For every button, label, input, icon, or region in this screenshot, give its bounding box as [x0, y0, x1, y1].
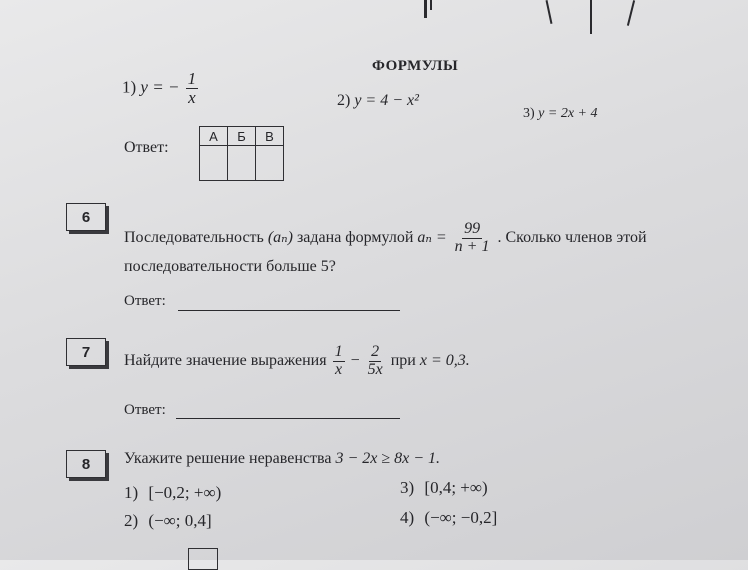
- table-header-a: А: [200, 127, 228, 146]
- top-edge-mark: [546, 0, 553, 24]
- task-7-minus: −: [350, 351, 360, 369]
- task-8-option-4-num: 4): [400, 508, 415, 527]
- top-edge-mark: [590, 0, 592, 34]
- top-edge-mark: [430, 0, 432, 10]
- next-answer-box-partial: [188, 548, 218, 570]
- task-8-option-3[interactable]: [400, 478, 488, 498]
- answer-cell-a[interactable]: [200, 146, 228, 181]
- task-7-f1-denominator: x: [335, 360, 343, 378]
- task-7-f1-numerator: 1: [334, 343, 343, 360]
- task-6-answer-line[interactable]: [178, 310, 400, 311]
- formula-1-numerator: 1: [187, 69, 197, 88]
- task-7-number: 7: [81, 343, 91, 361]
- task-8-option-3-value: [0,4; +∞): [424, 478, 488, 497]
- task-7-text2: при: [390, 351, 416, 369]
- top-edge-mark: [627, 0, 635, 26]
- task-8-option-4-value: (−∞; −0,2]: [424, 508, 498, 527]
- task-7-f2-denominator: 5x: [367, 360, 383, 378]
- task-8-option-1-value: [−0,2; +∞): [148, 483, 222, 502]
- answer-table: [199, 126, 284, 181]
- formula-1-denominator: x: [188, 87, 196, 107]
- task-8-inequality: 3 − 2x ≥ 8x − 1.: [335, 450, 441, 467]
- formula-2: [337, 92, 419, 110]
- formula-1: [122, 70, 200, 107]
- task-8-option-1[interactable]: [124, 483, 221, 503]
- task-8-option-2[interactable]: [124, 511, 212, 531]
- task-7-answer-line[interactable]: [176, 418, 400, 419]
- task-8-option-2-value: (−∞; 0,4]: [148, 511, 212, 530]
- task-6-number-box: [66, 203, 106, 231]
- task-6-answer-label: Ответ:: [124, 293, 166, 309]
- task-8-number: 8: [81, 455, 91, 473]
- formula-3-expr: y = 2x + 4: [538, 106, 598, 121]
- task-6-number: 6: [81, 208, 91, 226]
- formula-2-expr: y = 4 − x²: [354, 92, 419, 109]
- formula-3: [523, 106, 598, 122]
- task-6-text-part2: задана формулой: [296, 228, 414, 246]
- formula-1-number: 1): [122, 77, 137, 97]
- task-8-number-box: [66, 450, 106, 478]
- task-8-option-1-num: 1): [124, 483, 139, 502]
- task-7-condition: x = 0,3.: [419, 351, 470, 369]
- task-6-numerator: 99: [464, 220, 481, 237]
- task-7-f2-numerator: 2: [371, 343, 380, 360]
- task-7-fraction-1: [333, 344, 345, 379]
- formula-1-lhs: y = −: [140, 77, 180, 97]
- table-header-b: Б: [228, 127, 256, 146]
- task-6-line2: последовательности больше 5?: [124, 258, 336, 275]
- task-8-text-label: Укажите решение неравенства: [124, 450, 332, 467]
- task-6-fraction: [453, 221, 492, 256]
- answer-cell-b[interactable]: [228, 146, 256, 181]
- task-6-seq: (aₙ): [267, 228, 293, 246]
- top-edge-mark: [424, 0, 427, 18]
- formula-2-number: 2): [337, 92, 351, 109]
- task-6-formula-lhs: aₙ =: [417, 228, 447, 246]
- formulas-heading: ФОРМУЛЫ: [372, 58, 459, 74]
- task-7-answer-label: Ответ:: [124, 402, 166, 418]
- formula-1-fraction: [186, 70, 199, 107]
- answer-cell-v[interactable]: [256, 146, 284, 181]
- task-8-text: [124, 450, 440, 468]
- task-8-option-2-num: 2): [124, 511, 139, 530]
- task-6-text: [124, 221, 647, 256]
- task-8-option-4[interactable]: [400, 508, 497, 528]
- table-header-v: В: [256, 127, 284, 146]
- formulas-answer-label: Ответ:: [124, 139, 169, 156]
- task-6-text-part1: Последовательность: [124, 228, 264, 246]
- task-8-option-3-num: 3): [400, 478, 415, 497]
- task-7-text: [124, 344, 470, 379]
- task-6-denominator: n + 1: [454, 237, 490, 255]
- task-7-number-box: [66, 338, 106, 366]
- task-7-fraction-2: [366, 344, 385, 379]
- formula-3-number: 3): [523, 106, 535, 121]
- task-6-text-part3: . Сколько членов этой: [497, 228, 647, 246]
- task-7-text-label: Найдите значение выражения: [124, 351, 327, 369]
